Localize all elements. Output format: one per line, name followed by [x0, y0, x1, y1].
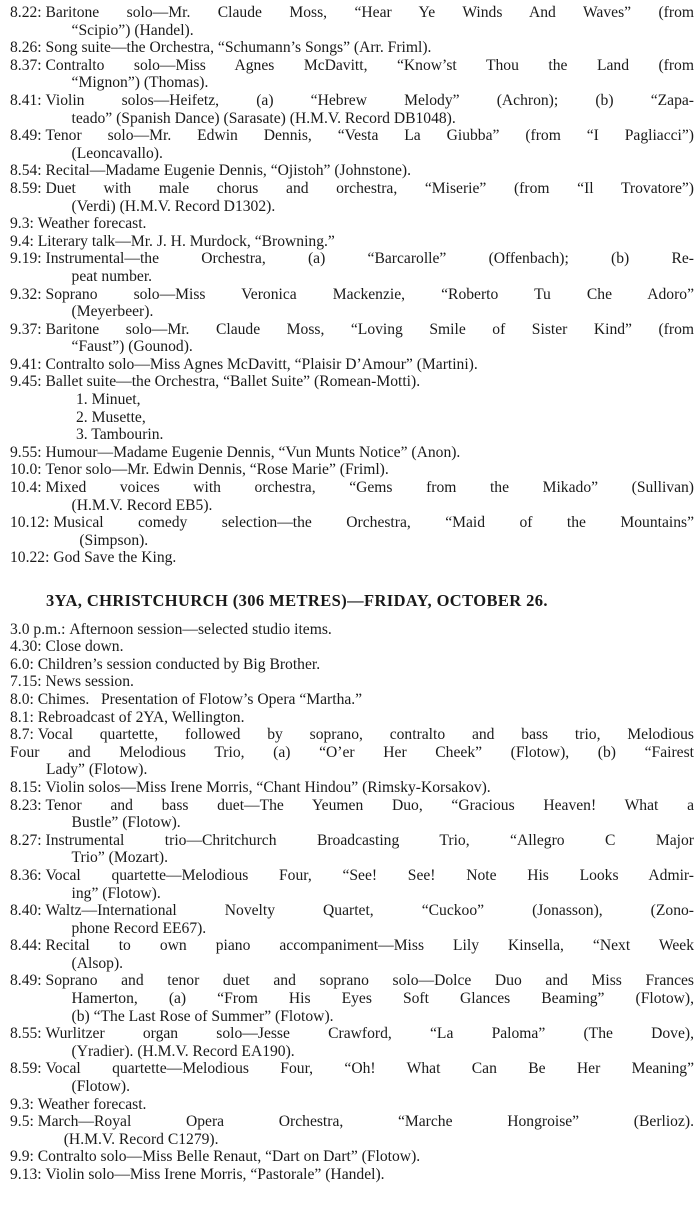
entry-time: 8.54: — [10, 162, 46, 180]
entry-line: Soprano and tenor duet and soprano solo—Dolce Duo and Miss Frances — [45, 972, 694, 990]
entry-time: 6.0: — [10, 655, 38, 673]
entry-text — [46, 162, 694, 180]
entry-time: 8.15: — [10, 778, 46, 796]
entry-time: 8.26: — [10, 39, 46, 57]
programme-entry — [10, 215, 694, 233]
entry-line: Tenor and bass duet—The Yeumen Duo, “Gracious Heaven! What a — [45, 796, 694, 814]
entry-time: 9.19: — [10, 250, 46, 268]
entry-text — [38, 691, 694, 709]
entry-line: Contralto solo—Miss Agnes McDavitt, “Plaisir D’Amour” (Martini). — [45, 355, 478, 373]
entry-line: Bustle” (Flotow). — [71, 814, 181, 832]
programme-entry — [10, 286, 694, 321]
entry-line: (Alsop). — [71, 954, 124, 972]
entry-line: Children’s session conducted by Big Brother. — [37, 655, 321, 673]
entry-line: Vocal quartette—Melodious Four, “See! See! Note His Looks Admir- — [45, 866, 694, 884]
entry-text — [46, 1060, 694, 1095]
entry-text — [46, 867, 694, 902]
entry-time: 9.9: — [10, 1148, 38, 1166]
entry-text — [46, 832, 694, 867]
entry-time: 8.55: — [10, 1025, 46, 1043]
programme-entry — [10, 972, 694, 1025]
entry-line: (Verdi) (H.M.V. Record D1302). — [71, 197, 276, 215]
entry-line: Vocal quartette, followed by soprano, contralto and bass trio, Melodious — [37, 726, 694, 744]
entry-first-row — [10, 726, 694, 744]
entry-text — [46, 479, 694, 514]
programme-entry — [10, 691, 694, 709]
entry-text — [46, 127, 694, 162]
programme-entry — [10, 514, 694, 549]
entry-time: 9.5: — [10, 1113, 38, 1131]
entry-line: Instrumental trio—Chritchurch Broadcasting Trio, “Allegro C Major — [45, 831, 694, 849]
entry-time: 8.37: — [10, 56, 46, 74]
entry-line: Duet with male chorus and orchestra, “Miserie” (from “Il Trovatore”) — [45, 179, 694, 197]
entry-time: 8.40: — [10, 902, 46, 920]
entry-line: Tenor solo—Mr. Edwin Dennis, “Vesta La Giubba” (from “I Pagliacci”) — [45, 127, 694, 145]
entry-text — [46, 1166, 694, 1184]
programme-entry — [10, 621, 694, 639]
programme-entry — [10, 638, 694, 656]
entry-line: (Yradier). (H.M.V. Record EA190). — [71, 1042, 295, 1060]
entry-text — [46, 373, 694, 391]
entry-text — [46, 92, 694, 127]
entry-line: Violin solos—Miss Irene Morris, “Chant Hindou” (Rimsky-Korsakov). — [45, 778, 491, 796]
entry-text — [38, 709, 694, 727]
entry-line: (Simpson). — [79, 531, 149, 549]
entry-time: 9.32: — [10, 285, 46, 303]
programme-entry — [10, 127, 694, 162]
entry-line: Chimes. Presentation of Flotow’s Opera “Martha.” — [37, 690, 363, 708]
programme-entry — [10, 250, 694, 285]
entry-text — [46, 4, 694, 39]
entry-line: Rebroadcast of 2YA, Wellington. — [37, 708, 245, 726]
entry-text — [46, 937, 694, 972]
entry-line: Song suite—the Orchestra, “Schumann’s Songs” (Arr. Friml). — [45, 39, 432, 57]
programme-entry — [10, 867, 694, 902]
entry-text — [46, 57, 694, 92]
programme-entry — [10, 92, 694, 127]
entry-text — [38, 1148, 694, 1166]
entry-line: Violin solos—Heifetz, (a) “Hebrew Melody” (Achron); (b) “Zapa- — [45, 91, 694, 109]
entry-text — [38, 1113, 694, 1148]
entry-line: Wurlitzer organ solo—Jesse Crawford, “La Paloma” (The Dove), — [45, 1025, 694, 1043]
entry-text — [38, 656, 694, 674]
entry-line: phone Record EE67). — [71, 919, 207, 937]
programme-entry — [10, 1025, 694, 1060]
entry-line: Trio” (Mozart). — [71, 849, 168, 867]
entry-time: 8.36: — [10, 866, 46, 884]
entry-time: 8.23: — [10, 796, 46, 814]
programme-entry — [10, 1166, 694, 1184]
programme-entry — [10, 709, 694, 727]
entry-text — [46, 39, 694, 57]
entry-time: 8.41: — [10, 91, 46, 109]
entry-line: Contralto solo—Miss Belle Renaut, “Dart on Dart” (Flotow). — [37, 1148, 421, 1166]
entry-line: ing” (Flotow). — [71, 884, 161, 902]
entry-line: (Meyerbeer). — [71, 303, 154, 321]
entry-time: 3.0 p.m.: — [10, 620, 70, 638]
entry-time: 9.45: — [10, 373, 46, 391]
entry-text — [46, 797, 694, 832]
entry-text — [46, 250, 694, 285]
entry-time: 9.3: — [10, 1095, 38, 1113]
entry-line: Tenor solo—Mr. Edwin Dennis, “Rose Marie” (Friml). — [45, 461, 389, 479]
list-item: 1. Minuet, — [76, 391, 141, 409]
programme-entry — [10, 1096, 694, 1114]
entry-time: 9.3: — [10, 215, 38, 233]
entry-line: Recital to own piano accompaniment—Miss Lily Kinsella, “Next Week — [45, 937, 694, 955]
entry-line: Baritone solo—Mr. Claude Moss, “Loving Smile of Sister Kind” (from — [45, 320, 694, 338]
entry-time: 8.59: — [10, 1060, 46, 1078]
entry-text — [46, 1025, 694, 1060]
entry-line: teado” (Spanish Dance) (Sarasate) (H.M.V. Record DB1048). — [71, 109, 456, 127]
entry-time: 9.41: — [10, 355, 46, 373]
programme-entry — [10, 937, 694, 972]
entry-time: 10.4: — [10, 479, 46, 497]
entry-time: 7.15: — [10, 673, 46, 691]
programme-entry — [10, 549, 694, 567]
entry-text — [38, 1096, 694, 1114]
entry-text — [53, 514, 694, 549]
programme-entry — [10, 797, 694, 832]
entry-text — [69, 621, 694, 639]
entry-line: Afternoon session—selected studio items. — [69, 620, 332, 638]
entry-time: 8.0: — [10, 690, 38, 708]
entry-time: 8.22: — [10, 4, 46, 21]
programme-entry — [10, 321, 694, 356]
entry-time: 8.59: — [10, 179, 46, 197]
entry-text — [46, 286, 694, 321]
entry-line: Instrumental—the Orchestra, (a) “Barcarolle” (Offenbach); (b) Re- — [45, 250, 694, 268]
entry-text — [53, 549, 694, 567]
programme-entry — [10, 656, 694, 674]
station-heading: 3YA, CHRISTCHURCH (306 METRES)—FRIDAY, OCTOBER 26. — [46, 591, 548, 610]
entry-line: Baritone solo—Mr. Claude Moss, “Hear Ye Winds And Waves” (from — [45, 4, 694, 21]
entry-text — [46, 356, 694, 374]
entry-line: (H.M.V. Record C1279). — [63, 1130, 219, 1148]
entry-line: peat number. — [71, 267, 153, 285]
entry-line: Soprano solo—Miss Veronica Mackenzie, “Roberto Tu Che Adoro” — [45, 285, 694, 303]
list-item: 3. Tambourin. — [76, 426, 164, 444]
programme-entry — [10, 356, 694, 374]
programme-entry — [10, 233, 694, 251]
entry-line: Recital—Madame Eugenie Dennis, “Ojistoh” (Johnstone). — [45, 162, 412, 180]
entry-time: 8.7: — [10, 726, 38, 744]
entry-time: 4.30: — [10, 638, 46, 656]
entry-line: News session. — [45, 673, 134, 691]
programme-entry — [10, 162, 694, 180]
entry-line: Contralto solo—Miss Agnes McDavitt, “Know’st Thou the Land (from — [45, 56, 694, 74]
entry-line: Ballet suite—the Orchestra, “Ballet Suite” (Romean-Motti). — [45, 373, 421, 391]
entry-line: “Scipio”) (Handel). — [71, 21, 194, 39]
entry-line: (H.M.V. Record EB5). — [71, 496, 213, 514]
entry-line: Vocal quartette—Melodious Four, “Oh! What Can Be Her Meaning” — [45, 1060, 694, 1078]
entry-time: 9.55: — [10, 443, 46, 461]
programme-entry — [10, 461, 694, 479]
entry-text — [38, 233, 694, 251]
entry-line: March—Royal Opera Orchestra, “Marche Hongroise” (Berlioz). — [37, 1113, 694, 1131]
entry-time: 8.27: — [10, 831, 46, 849]
entry-time: 10.12: — [10, 514, 54, 532]
entry-text — [46, 638, 694, 656]
entry-line: Waltz—International Novelty Quartet, “Cuckoo” (Jonasson), (Zono- — [45, 902, 694, 920]
entry-text — [46, 902, 694, 937]
entry-time: 9.4: — [10, 232, 38, 250]
entry-line: (b) “The Last Rose of Summer” (Flotow). — [71, 1007, 334, 1025]
entry-line: “Faust”) (Gounod). — [71, 338, 193, 356]
list-item: 2. Musette, — [76, 408, 146, 426]
programme-entry — [10, 779, 694, 797]
entry-text — [46, 321, 694, 356]
programme-entry — [10, 180, 694, 215]
entry-time: 8.49: — [10, 127, 46, 145]
entry-line: Weather forecast. — [37, 215, 147, 233]
entry-text — [38, 726, 694, 744]
programme-entry — [10, 39, 694, 57]
programme-entry — [10, 444, 694, 462]
entry-text — [38, 215, 694, 233]
programme-entry — [10, 479, 694, 514]
entry-time: 8.1: — [10, 708, 38, 726]
programme-entry — [10, 4, 694, 39]
programme-entry — [10, 832, 694, 867]
entry-text — [46, 779, 694, 797]
entry-text — [46, 461, 694, 479]
programme-entry — [10, 673, 694, 691]
programme-entry — [10, 1060, 694, 1095]
entry-line: “Mignon”) (Thomas). — [71, 74, 209, 92]
entry-text — [46, 180, 694, 215]
ballet-suite-movements — [10, 391, 694, 444]
entry-line: God Save the King. — [53, 549, 177, 567]
programme-entry — [10, 1113, 694, 1148]
entry-line: Humour—Madame Eugenie Dennis, “Vun Munts Notice” (Anon). — [45, 443, 461, 461]
entry-text — [46, 673, 694, 691]
programme-entry — [10, 57, 694, 92]
entry-line: Violin solo—Miss Irene Morris, “Pastorale” (Handel). — [45, 1166, 385, 1183]
programme-entry — [10, 1148, 694, 1166]
programme-entry — [10, 373, 694, 391]
programme-entry — [10, 726, 694, 779]
entry-text — [46, 444, 694, 462]
entry-line: Lady” (Flotow). — [46, 761, 148, 779]
programme-list-previous-station — [10, 4, 694, 567]
entry-line: (Leoncavallo). — [71, 144, 163, 162]
entry-time: 10.0: — [10, 461, 46, 479]
programme-list-3ya — [10, 621, 694, 1184]
entry-time: 9.13: — [10, 1166, 46, 1183]
entry-text — [46, 972, 694, 1025]
entry-line: Hamerton, (a) “From His Eyes Soft Glances Beaming” (Flotow), — [71, 990, 694, 1008]
entry-time: 9.37: — [10, 320, 46, 338]
entry-line: (Flotow). — [71, 1078, 131, 1096]
entry-time: 8.49: — [10, 972, 46, 990]
entry-line: Close down. — [45, 638, 124, 656]
entry-time: 10.22: — [10, 549, 54, 567]
entry-line: Literary talk—Mr. J. H. Murdock, “Browning.” — [37, 232, 335, 250]
entry-line: Four and Melodious Trio, (a) “O’er Her Cheek” (Flotow), (b) “Fairest — [10, 743, 694, 761]
entry-line: Musical comedy selection—the Orchestra, “Maid of the Mountains” — [53, 514, 694, 532]
entry-line: Weather forecast. — [37, 1095, 147, 1113]
entry-line: Mixed voices with orchestra, “Gems from the Mikado” (Sullivan) — [45, 479, 694, 497]
entry-time: 8.44: — [10, 937, 46, 955]
programme-entry — [10, 902, 694, 937]
